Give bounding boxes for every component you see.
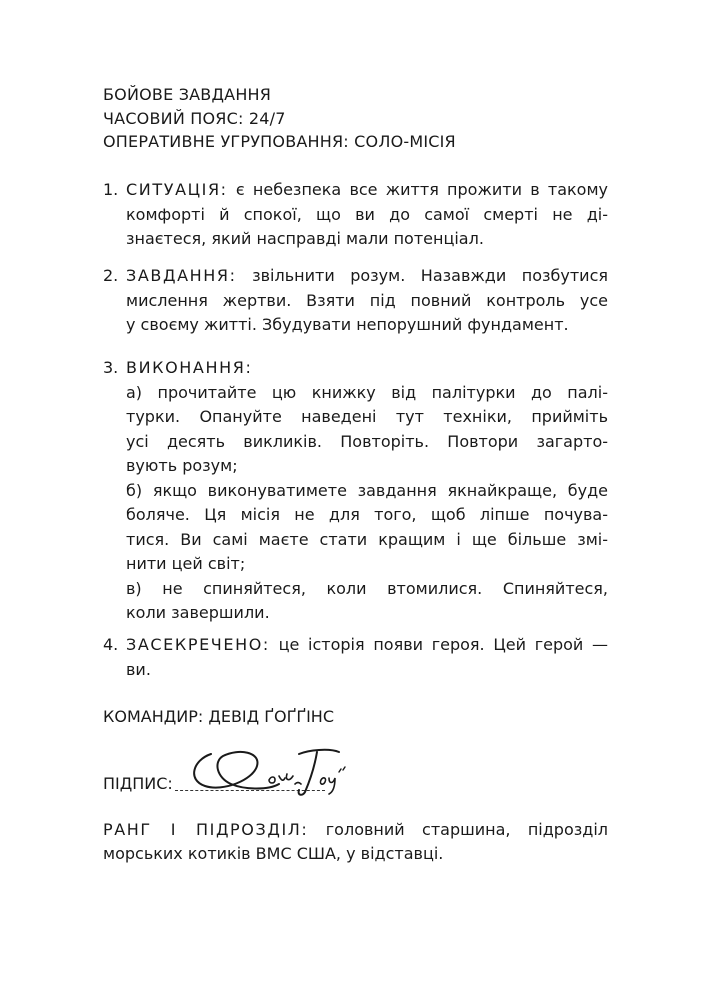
item-body <box>126 264 608 338</box>
item-label: ВИКОНАННЯ: <box>126 358 253 377</box>
mission-item-execution <box>103 356 608 626</box>
rank-line <box>103 818 608 842</box>
mission-item-classified <box>103 633 608 682</box>
item-line: усі десять викликів. Повторіть. Повтори загарто- <box>126 431 608 451</box>
rank-label: РАНГ І ПІДРОЗДІЛ: <box>103 820 309 839</box>
item-number: 2. <box>103 266 119 285</box>
item-line: нити цей світ; <box>126 554 246 573</box>
item-body <box>126 178 608 252</box>
item-line: вують розум; <box>126 456 238 475</box>
item-line <box>126 633 608 658</box>
item-body <box>126 356 608 626</box>
item-number: 4. <box>103 635 119 654</box>
item-line: знаєтеся, який насправді мали потенціал. <box>126 229 484 248</box>
commander-line: КОМАНДИР: ДЕВІД ҐОҐҐІНС <box>103 707 335 726</box>
item-line-text: звільнити розум. Назавжди позбутися <box>252 266 608 285</box>
item-line: ви. <box>126 659 151 679</box>
item-number: 3. <box>103 358 119 377</box>
item-line-text: є небезпека все життя прожити в такому <box>235 180 608 199</box>
header-task-force: ОПЕРАТИВНЕ УГРУПОВАННЯ: СОЛО-МІСІЯ <box>103 132 456 151</box>
item-number: 1. <box>103 180 119 199</box>
item-label: СИТУАЦІЯ: <box>126 180 228 199</box>
header-title: БОЙОВЕ ЗАВДАННЯ <box>103 85 272 104</box>
item-label: ЗАСЕКРЕЧЕНО: <box>126 635 270 654</box>
mission-header <box>103 83 623 154</box>
mission-item-situation <box>103 178 608 252</box>
item-line: в) не спиняйтеся, коли втомилися. Спиняйтеся, <box>126 578 608 598</box>
item-line: а) прочитайте цю книжку від палітурки до палі- <box>126 382 608 402</box>
item-line: боляче. Ця місія не для того, щоб ліпше почува- <box>126 505 608 524</box>
item-body <box>126 633 608 682</box>
rank-block <box>103 818 608 866</box>
signature-label: ПІДПИС: <box>103 774 173 793</box>
rank-line: морських котиків ВМС США, у відставці. <box>103 844 444 863</box>
header-timezone: ЧАСОВИЙ ПОЯС: 24/7 <box>103 108 286 128</box>
item-label-line <box>126 356 608 381</box>
item-line: у своєму житті. Збудувати непорушний фундамент. <box>126 315 569 334</box>
item-line: коли завершили. <box>126 603 270 622</box>
rank-text: головний старшина, підрозділ <box>325 820 608 839</box>
mission-item-task <box>103 264 608 338</box>
item-line-text: це історія появи героя. Цей герой — <box>278 635 608 654</box>
item-line: комфорті й спокої, що ви до самої смерті не ді- <box>126 204 608 224</box>
item-line: турки. Опануйте наведені тут техніки, прийміть <box>126 407 608 426</box>
signature-block <box>103 740 363 810</box>
item-line <box>126 264 608 289</box>
item-line <box>126 178 608 203</box>
item-line: тися. Ви самі маєте стати кращим і ще більше змі- <box>126 529 608 549</box>
signature-image <box>183 740 353 802</box>
item-label: ЗАВДАННЯ: <box>126 266 237 285</box>
item-line: б) якщо виконуватимете завдання якнайкраще, буде <box>126 480 608 500</box>
item-line: мислення жертви. Взяти під повний контроль усе <box>126 290 608 310</box>
